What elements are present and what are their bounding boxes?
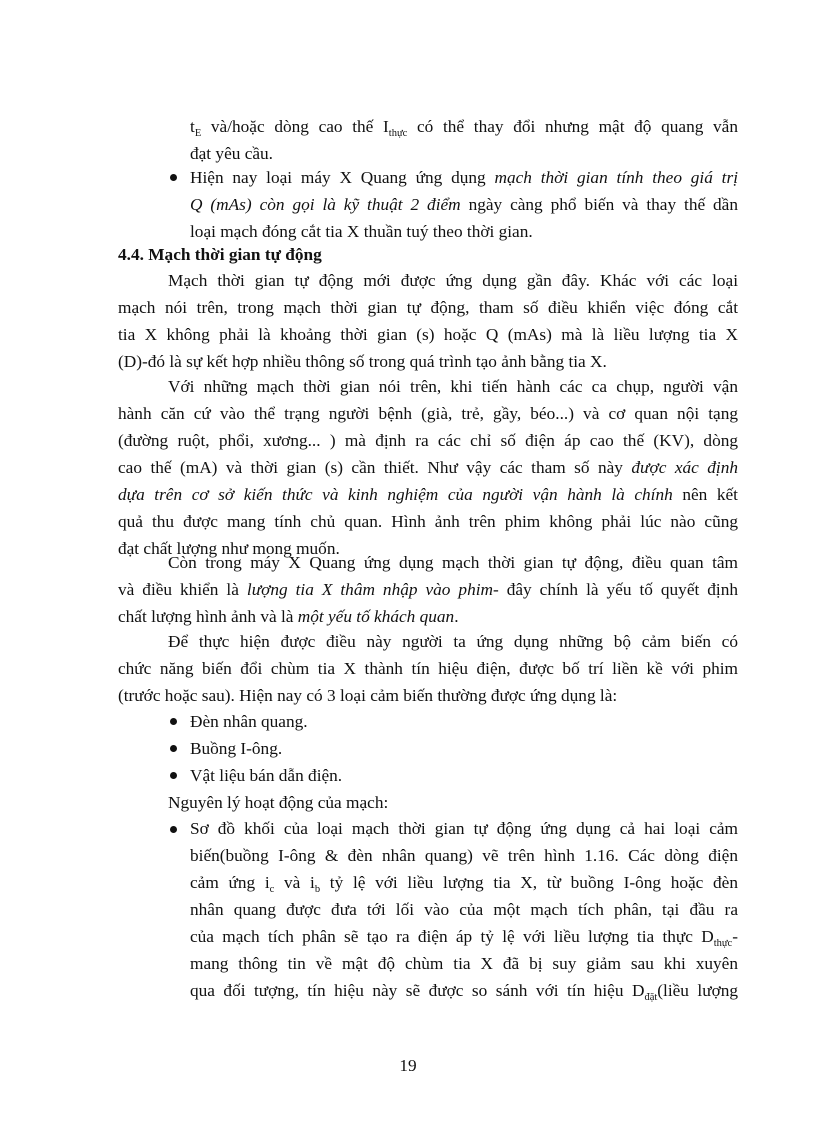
bullet-icon	[170, 174, 177, 181]
list-item: Buồng I-ông.	[190, 739, 283, 758]
list-item: Vật liệu bán dẫn điện.	[190, 766, 343, 785]
bullet-intro-text: Hiện nay loại máy X Quang ứng dụng mạch thời gian tính theo giá trị Q (mAs) còn gọi là kỹ thuật 2 điểm ngày càng phổ biến và thay thế dần loại mạch đóng cắt tia X thuần tuý theo thời gian.	[190, 168, 738, 241]
paragraph-1: Mạch thời gian tự động mới được ứng dụng gần đây. Khác với các loại mạch nói trên, trong mạch thời gian tự động, tham số điều khiển việc đóng cắt tia X không phải là khoảng thời gian (s) hoặc Q (mAs) mà là liều lượng tia X (D)-đó là sự kết hợp nhiều thông số trong quá trình tạo ảnh bằng tia X.	[118, 271, 738, 371]
bullet-icon	[170, 718, 177, 725]
continuation-text: $t_E$ và/hoặc dòng cao thế $I_{thực}$ có thể thay đổi nhưng mật độ quang vẫn đạt yêu cầu.	[190, 117, 738, 163]
paragraph-3: Còn trong máy X Quang ứng dụng mạch thời gian tự động, điều quan tâm và điều khiển là lượng tia X thâm nhập vào phim- đây chính là yếu tố quyết định chất lượng hình ảnh và là một yếu tố khách quan.	[118, 553, 739, 626]
section-heading: 4.4. Mạch thời gian tự động	[118, 245, 322, 264]
principle-label: Nguyên lý hoạt động của mạch:	[168, 793, 389, 812]
paragraph-2: Với những mạch thời gian nói trên, khi tiến hành các ca chụp, người vận hành căn cứ vào thể trạng người bệnh (già, trẻ, gầy, béo...) và cơ quan nội tạng (đường ruột, phổi, xương... ) mà định ra các chỉ số điện áp cao thế (KV), dòng cao thế (mA) và thời gian (s) cần thiết. Như vậy các tham số này được xác định dựa trên cơ sở kiến thức và kinh nghiệm của người vận hành là chính nên kết quả thu được mang tính chủ quan. Hình ảnh trên phim không phải lúc nào cũng đạt chất lượng như mong muốn.	[118, 377, 738, 558]
bullet-block-text: Sơ đồ khối của loại mạch thời gian tự động ứng dụng cả hai loại cảm biến(buồng I-ông & đèn nhân quang) vẽ trên hình 1.16. Các dòng điện cảm ứng $i_c$ và $i_b$ tỷ lệ với liều lượng tia X, từ buồng I-ông hoặc đèn nhân quang được đưa tới lối vào của một mạch tích phân, tại đầu ra của mạch tích phân sẽ tạo ra điện áp tỷ lệ với liều lượng tia thực $D_{thực}-$ mang thông tin về mật độ chùm tia X đã bị suy giảm sau khi xuyên qua đối tượng, tín hiệu này sẽ được so sánh với tín hiệu $D_{đặt}(liều$ lượng	[190, 819, 739, 1003]
page-number: 19	[399, 1056, 417, 1075]
bullet-icon	[170, 772, 177, 779]
paragraph-4: Để thực hiện được điều này người ta ứng dụng những bộ cảm biến có chức năng biến đổi chùm tia X thành tín hiệu điện, được bố trí liền kề với phim (trước hoặc sau). Hiện nay có 3 loại cảm biến thường được ứng dụng là:	[118, 632, 738, 705]
bullet-icon	[170, 826, 177, 833]
bullet-icon	[170, 745, 177, 752]
list-item: Đèn nhân quang.	[190, 712, 308, 731]
